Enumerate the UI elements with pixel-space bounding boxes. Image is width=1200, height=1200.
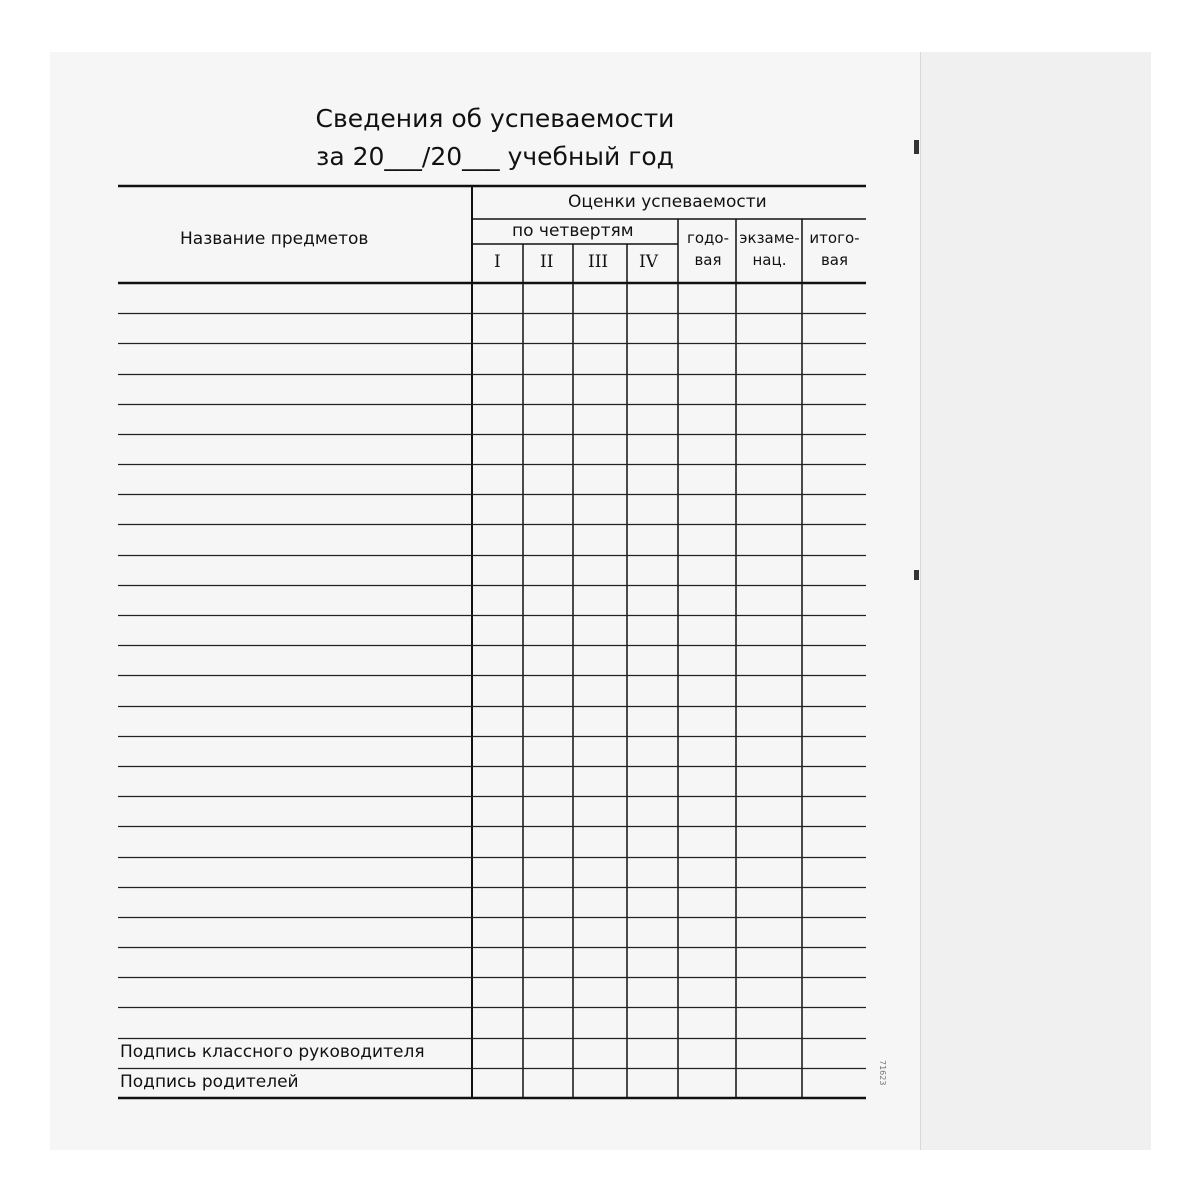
- final-header-line2: вая: [820, 251, 849, 269]
- annual-header-line1: годо-: [686, 229, 730, 247]
- final-header-line1: итого-: [809, 229, 860, 247]
- print-code: 71623: [878, 1060, 887, 1086]
- form-title: Сведения об успеваемости: [315, 104, 675, 133]
- exam-header: [737, 229, 802, 270]
- annual-header-line2: вая: [694, 251, 722, 269]
- table-rows: [118, 314, 866, 1069]
- quarters-header: по четвертям: [512, 221, 634, 241]
- subjects-header: Название предметов: [180, 229, 369, 249]
- parent-signature-label: Подпись родителей: [120, 1072, 299, 1092]
- teacher-signature-label: Подпись классного руководителя: [120, 1042, 425, 1062]
- exam-header-line1: экзаме-: [739, 229, 800, 247]
- quarter-4-header: IV: [639, 252, 658, 272]
- grades-header: Оценки успеваемости: [568, 192, 767, 212]
- quarter-3-header: III: [588, 252, 609, 272]
- annual-header: [680, 229, 736, 270]
- quarter-1-header: I: [494, 252, 501, 272]
- quarter-2-header: II: [540, 252, 554, 272]
- exam-header-line2: нац.: [752, 251, 787, 269]
- form-subtitle: за 20___/20___ учебный год: [316, 142, 674, 171]
- final-header: [803, 229, 866, 270]
